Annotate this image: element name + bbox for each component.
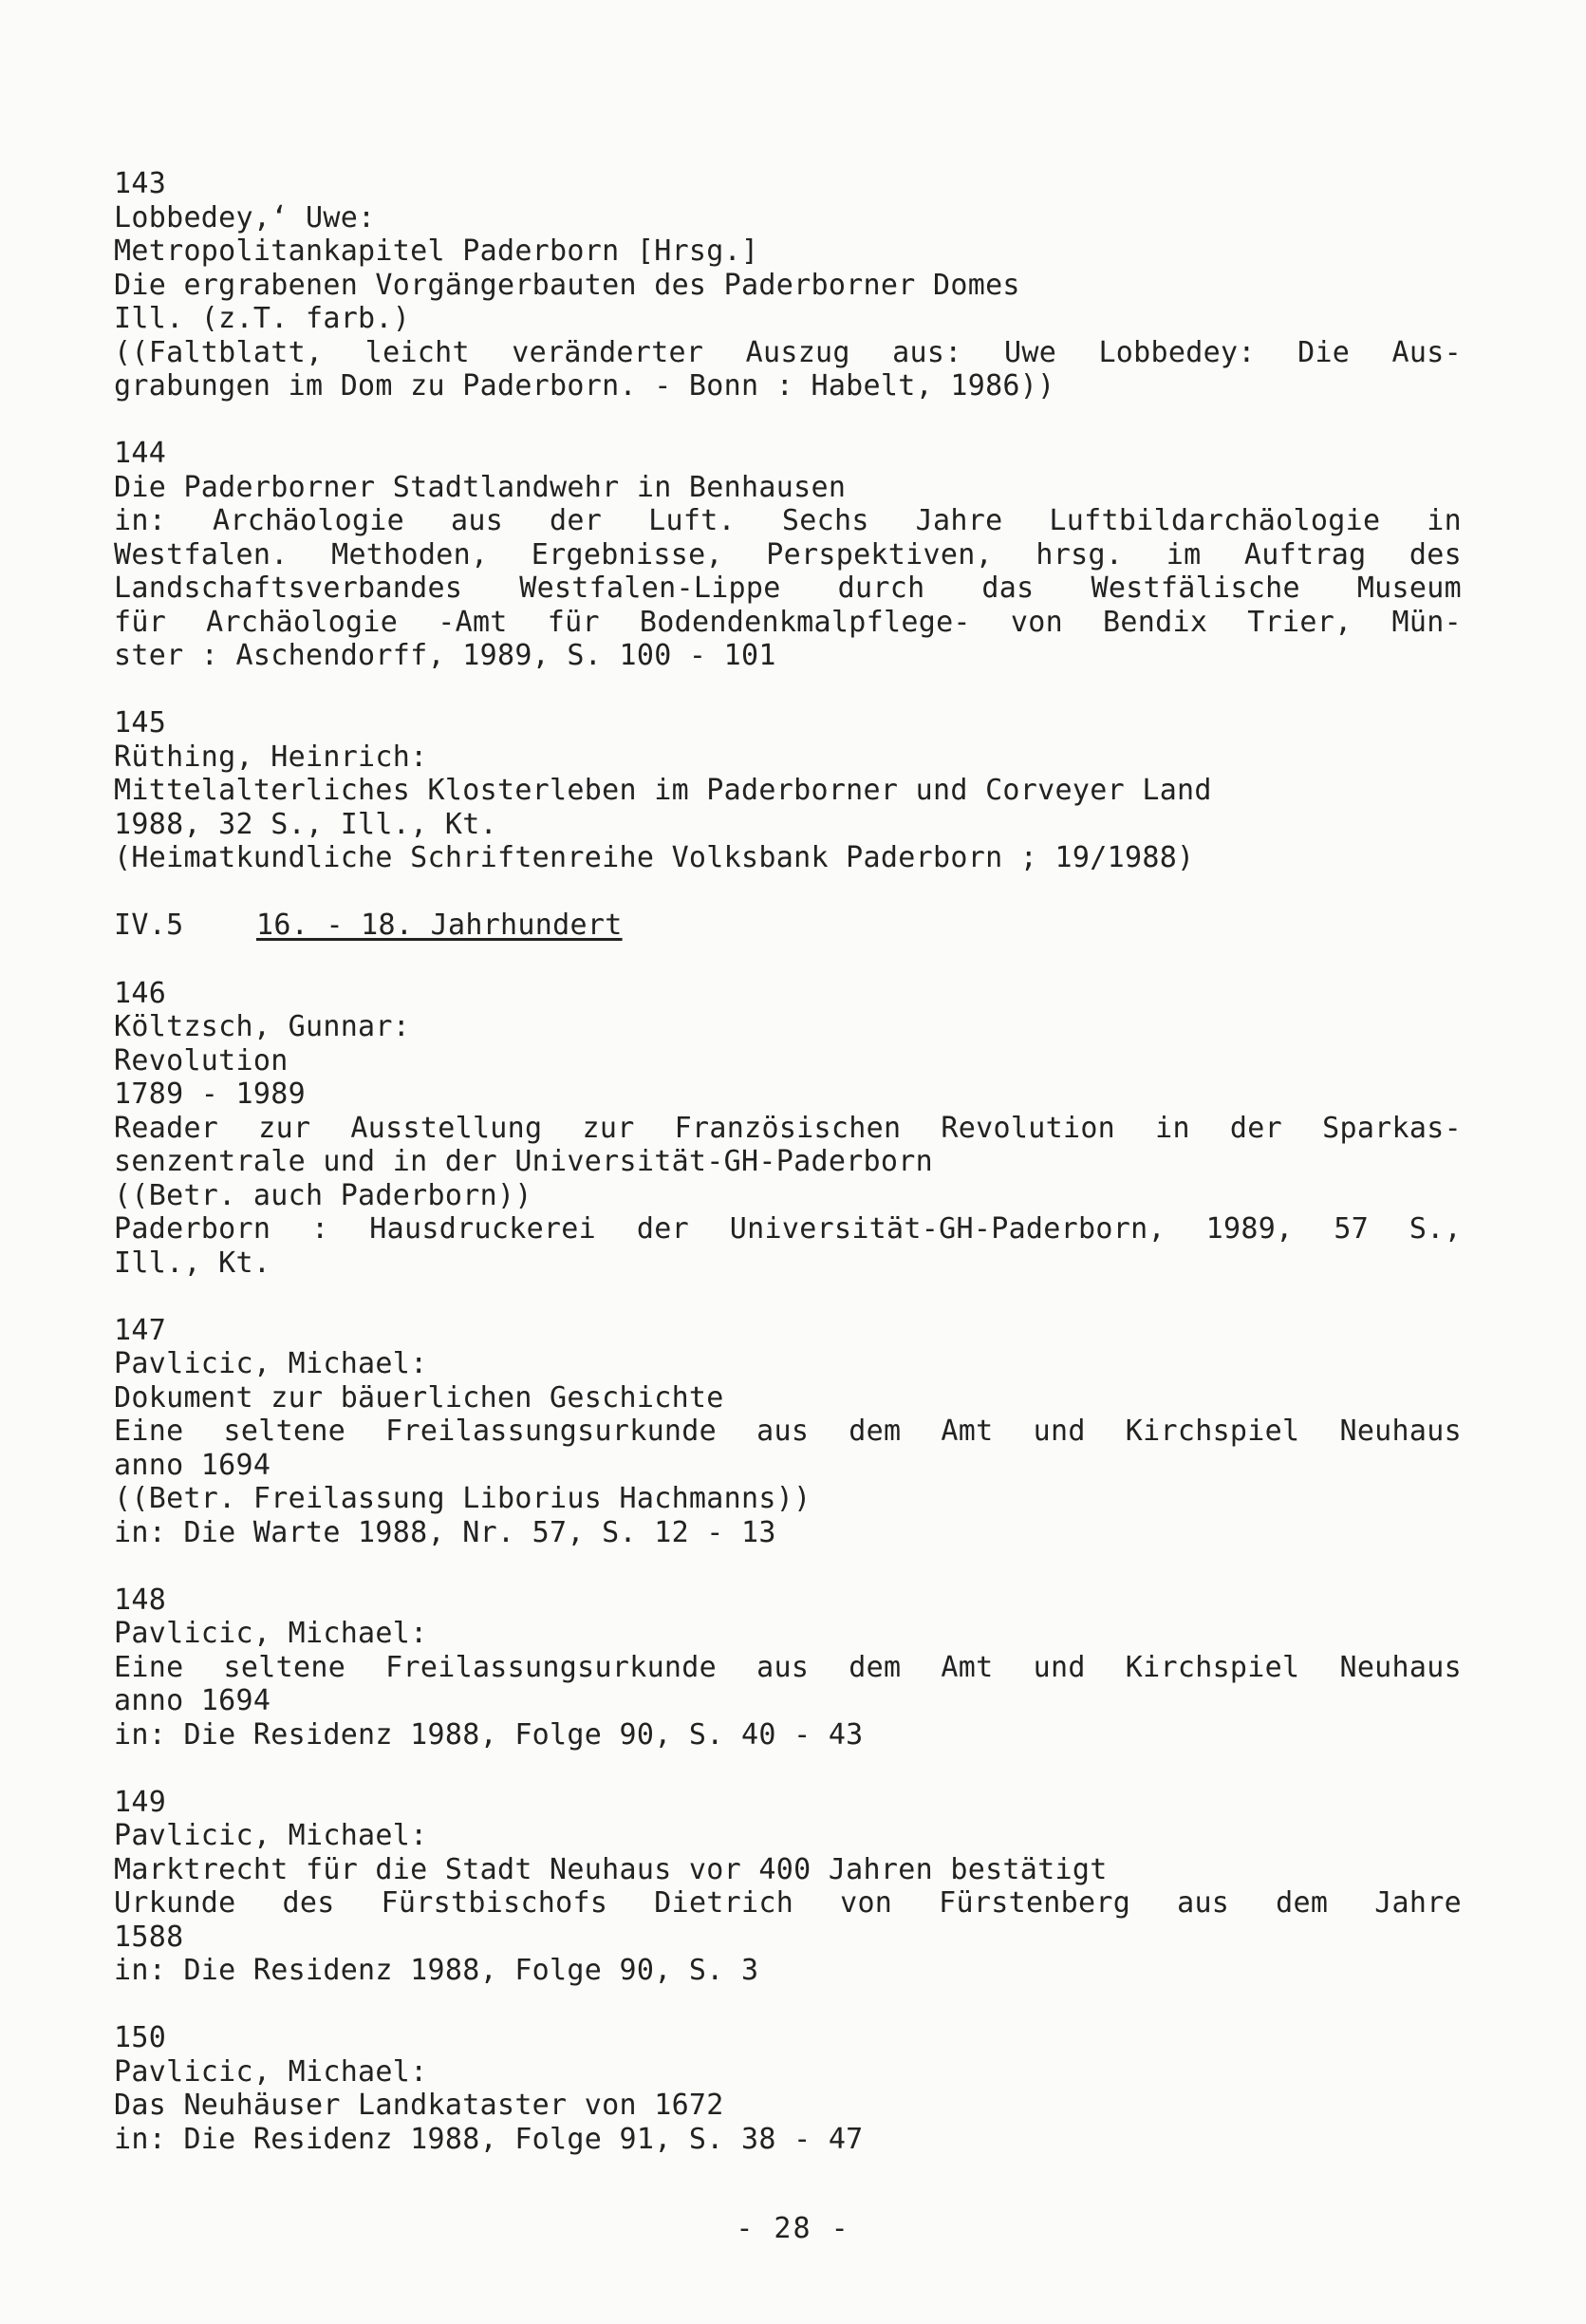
section-number: IV.5 <box>114 909 184 942</box>
section-title: 16. - 18. Jahrhundert <box>256 909 623 942</box>
entry-number: 148 <box>114 1583 167 1617</box>
entry-line: Das Neuhäuser Landkataster von 1672 <box>114 2089 724 2122</box>
entry-line: senzentrale und in der Universität-GH-Paderborn <box>114 1145 933 1178</box>
section-heading <box>114 909 1462 943</box>
entry-number: 145 <box>114 706 167 740</box>
entry-line: Ill., Kt. <box>114 1246 271 1280</box>
entry-line: ((Faltblatt, leicht veränderter Auszug aus: Uwe Lobbedey: Die Aus- <box>114 335 1462 369</box>
entry-line: (Heimatkundliche Schriftenreihe Volksbank Paderborn ; 19/1988) <box>114 841 1195 874</box>
entry-line: Eine seltene Freilassungsurkunde aus dem Amt und Kirchspiel Neuhaus <box>114 1650 1462 1684</box>
entry-line: Die Paderborner Stadtlandwehr in Benhausen <box>114 470 847 504</box>
bibliography-entry <box>114 977 1462 1281</box>
entry-line: Pavlicic, Michael: <box>114 1347 428 1380</box>
entry-line: 1588 <box>114 1920 184 1954</box>
entry-line: Urkunde des Fürstbischofs Dietrich von Fürstenberg aus dem Jahre <box>114 1886 1462 1920</box>
entry-line: Mittelalterliches Klosterleben im Paderborner und Corveyer Land <box>114 774 1212 807</box>
entry-line: Lobbedey,ʻ Uwe: <box>114 200 376 234</box>
entry-line: Landschaftsverbandes Westfalen-Lippe durch das Westfälische Museum <box>114 572 1462 605</box>
entry-number: 146 <box>114 976 167 1010</box>
entry-line: in: Archäologie aus der Luft. Sechs Jahre Luftbildarchäologie in <box>114 504 1462 537</box>
bibliography-entry <box>114 2021 1462 2156</box>
bibliography-entry <box>114 1786 1462 1988</box>
entry-line: Pavlicic, Michael: <box>114 2054 428 2089</box>
entry-line: für Archäologie -Amt für Bodendenkmalpflege- von Bendix Trier, Mün- <box>114 605 1462 639</box>
bibliography-entry <box>114 437 1462 673</box>
entry-line: Eine seltene Freilassungsurkunde aus dem Amt und Kirchspiel Neuhaus <box>114 1415 1462 1448</box>
entry-number: 150 <box>114 2021 167 2054</box>
entry-line: Marktrecht für die Stadt Neuhaus vor 400 Jahren bestätigt <box>114 1852 1108 1886</box>
entry-line: Metropolitankapitel Paderborn [Hrsg.] <box>114 234 759 268</box>
entry-line: Pavlicic, Michael: <box>114 1819 428 1852</box>
entry-line: Rüthing, Heinrich: <box>114 740 428 774</box>
entries-after-section <box>114 977 1462 2157</box>
entry-line: Pavlicic, Michael: <box>114 1617 428 1650</box>
entry-line: Die ergrabenen Vorgängerbauten des Paderborner Domes <box>114 268 1020 302</box>
entry-line: grabungen im Dom zu Paderborn. - Bonn : Habelt, 1986)) <box>114 369 1055 403</box>
entry-line: Revolution <box>114 1043 289 1078</box>
entry-line: Westfalen. Methoden, Ergebnisse, Perspektiven, hrsg. im Auftrag des <box>114 537 1462 572</box>
entry-number: 143 <box>114 167 167 200</box>
entry-line: anno 1694 <box>114 1448 271 1482</box>
entry-line: 1789 - 1989 <box>114 1078 306 1111</box>
entry-line: 1988, 32 S., Ill., Kt. <box>114 807 497 841</box>
entry-line: in: Die Residenz 1988, Folge 90, S. 40 - 43 <box>114 1717 864 1752</box>
entry-line: Paderborn : Hausdruckerei der Universität-GH-Paderborn, 1989, 57 S., <box>114 1212 1462 1246</box>
bibliography-entry <box>114 167 1462 403</box>
entry-line: ((Betr. auch Paderborn)) <box>114 1178 532 1212</box>
entry-number: 144 <box>114 437 167 470</box>
entry-number: 147 <box>114 1313 167 1347</box>
entry-line: Ill. (z.T. farb.) <box>114 302 411 335</box>
bibliography-entry <box>114 706 1462 875</box>
entry-line: ster : Aschendorff, 1989, S. 100 - 101 <box>114 639 776 672</box>
entry-line: Reader zur Ausstellung zur Französischen Revolution in der Sparkas- <box>114 1111 1462 1145</box>
entry-line: Költzsch, Gunnar: <box>114 1010 411 1043</box>
entry-line: Dokument zur bäuerlichen Geschichte <box>114 1380 724 1415</box>
entry-line: in: Die Residenz 1988, Folge 90, S. 3 <box>114 1954 759 1987</box>
entry-line: ((Betr. Freilassung Liborius Hachmanns)) <box>114 1482 812 1515</box>
entries-before-section <box>114 167 1462 875</box>
entry-line: in: Die Residenz 1988, Folge 91, S. 38 - 47 <box>114 2122 864 2156</box>
bibliography-content <box>114 167 1462 2190</box>
entry-line: in: Die Warte 1988, Nr. 57, S. 12 - 13 <box>114 1515 776 1549</box>
bibliography-entry <box>114 1314 1462 1550</box>
entry-line: anno 1694 <box>114 1684 271 1717</box>
entry-number: 149 <box>114 1785 167 1819</box>
bibliography-entry <box>114 1584 1462 1752</box>
page-number: - 28 - <box>736 2212 850 2245</box>
